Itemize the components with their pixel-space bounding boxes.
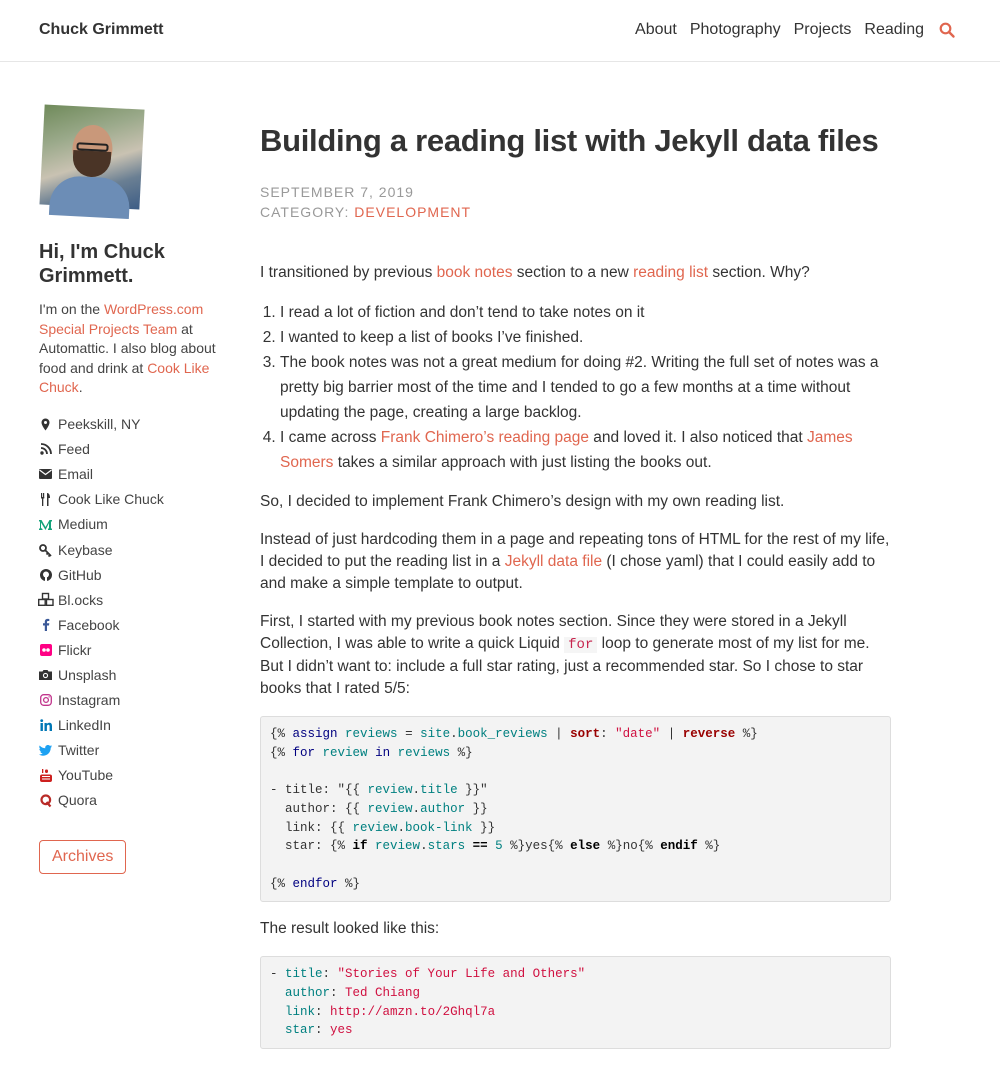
facebook-icon (39, 618, 52, 631)
utensils-icon (39, 493, 52, 506)
author-link-email[interactable]: Email (39, 462, 219, 487)
site-title[interactable]: Chuck Grimmett (39, 21, 164, 38)
category-link[interactable]: DEVELOPMENT (354, 204, 472, 220)
cubes-icon (39, 593, 52, 606)
search-icon[interactable] (939, 22, 955, 38)
location-icon (39, 418, 52, 431)
post (260, 120, 891, 1065)
post-date: SEPTEMBER 7, 2019 (260, 184, 414, 200)
linkedin-icon (39, 719, 52, 732)
list-item: 2. I wanted to keep a list of books I’ve finished. (280, 325, 891, 350)
main-nav (635, 21, 955, 39)
link-frank-chimero[interactable]: Frank Chimero’s reading page (380, 429, 589, 446)
author-link-blocks[interactable]: Bl.ocks (39, 587, 219, 612)
post-meta (260, 182, 891, 222)
envelope-icon (39, 468, 52, 481)
author-link-twitter[interactable]: Twitter (39, 738, 219, 763)
author-link-unsplash[interactable]: Unsplash (39, 662, 219, 687)
camera-icon (39, 668, 52, 681)
author-link-youtube[interactable]: YouTube (39, 763, 219, 788)
flickr-icon (39, 643, 52, 656)
yaml-code-block: - title: "Stories of Your Life and Others" author: Ted Chiang link: http://amzn.to/2Ghql7a star: yes (260, 956, 891, 1049)
medium-icon (39, 518, 52, 531)
post-title: Building a reading list with Jekyll data files (260, 123, 879, 158)
youtube-icon (39, 769, 52, 782)
avatar (39, 104, 144, 209)
link-book-notes[interactable]: book notes (436, 264, 513, 281)
link-jekyll-data-file[interactable]: Jekyll data file (504, 553, 603, 570)
nav-photography[interactable]: Photography (689, 21, 781, 38)
quora-icon (39, 794, 52, 807)
author-link-medium[interactable]: Medium (39, 512, 219, 537)
inline-code: for (564, 637, 597, 653)
author-links (39, 412, 219, 814)
author-link-cooklikechuck[interactable]: Cook Like Chuck (39, 487, 219, 512)
instagram-icon (39, 694, 52, 707)
author-link-facebook[interactable]: Facebook (39, 612, 219, 637)
paragraph: Instead of just hardcoding them in a page and repeating tons of HTML for the rest of my life, I decided to put the reading list in a Jekyll data file (I chose yaml) that I could easily add to and make a simple template to output. (260, 531, 890, 592)
author-link-location: Peekskill, NY (39, 412, 219, 437)
archives-button[interactable]: Archives (39, 840, 126, 874)
list-item: 4. I came across Frank Chimero’s reading page and loved it. I also noticed that James Somers takes a similar approach with just listing the books out. (280, 425, 891, 475)
author-name: Hi, I'm Chuck Grimmett. (39, 241, 165, 287)
github-icon (39, 568, 52, 581)
list-item: 1. I read a lot of fiction and don’t tend to take notes on it (280, 300, 891, 325)
author-link-flickr[interactable]: Flickr (39, 637, 219, 662)
author-link-github[interactable]: GitHub (39, 562, 219, 587)
nav-about[interactable]: About (635, 21, 677, 38)
post-category: CATEGORY: DEVELOPMENT (260, 204, 472, 220)
paragraph: First, I started with my previous book notes section. Since they were stored in a Jekyll Collection, I was able to write a quick Liquid for loop to generate most of my list for me. But I didn’t want to: include a full star rating, just a recommended star. So I chose to star books that I rated 5/5: (260, 613, 870, 697)
author-bio: I'm on the WordPress.com Special Projects Team at Automattic. I also blog about food and drink at Cook Like Chuck. (39, 301, 216, 395)
rss-icon (39, 443, 52, 456)
author-link-keybase[interactable]: Keybase (39, 537, 219, 562)
reasons-list (280, 300, 891, 475)
author-link-quora[interactable]: Quora (39, 788, 219, 813)
nav-projects[interactable]: Projects (793, 21, 852, 38)
list-item: 3. The book notes was not a great medium for doing #2. Writing the full set of notes was a pretty big barrier most of the time and I tended to go a few months at a time without updating the page, creating a large backlog. (280, 350, 891, 425)
twitter-icon (39, 744, 52, 757)
paragraph-intro: I transitioned by previous book notes section to a new reading list section. Why? (260, 264, 810, 281)
link-james-somers[interactable]: James Somers (280, 429, 853, 471)
paragraph: The result looked like this: (260, 920, 440, 938)
bio-link-cooklikechuck[interactable]: Cook Like Chuck (39, 359, 210, 395)
liquid-code-block: {% assign reviews = site.book_reviews | sort: "date" | reverse %} {% for review in reviews %} - title: "{{ review.title }}" author: {{ review.author }} link: {{ review.book-link }} star: {% if review.stars == 5 %}yes{% else %}no{% endif %} {% endfor %} (260, 716, 891, 902)
author-link-linkedin[interactable]: LinkedIn (39, 713, 219, 738)
nav-reading[interactable]: Reading (864, 21, 924, 38)
post-content (260, 262, 891, 1049)
author-link-instagram[interactable]: Instagram (39, 688, 219, 713)
key-icon (39, 543, 52, 556)
link-reading-list[interactable]: reading list (633, 264, 709, 281)
paragraph: So, I decided to implement Frank Chimero’s design with my own reading list. (260, 493, 785, 510)
bio-link-wpcom[interactable]: WordPress.com Special Projects Team (39, 301, 204, 337)
author-link-feed[interactable]: Feed (39, 437, 219, 462)
author-sidebar (39, 105, 219, 874)
masthead (0, 0, 1000, 62)
